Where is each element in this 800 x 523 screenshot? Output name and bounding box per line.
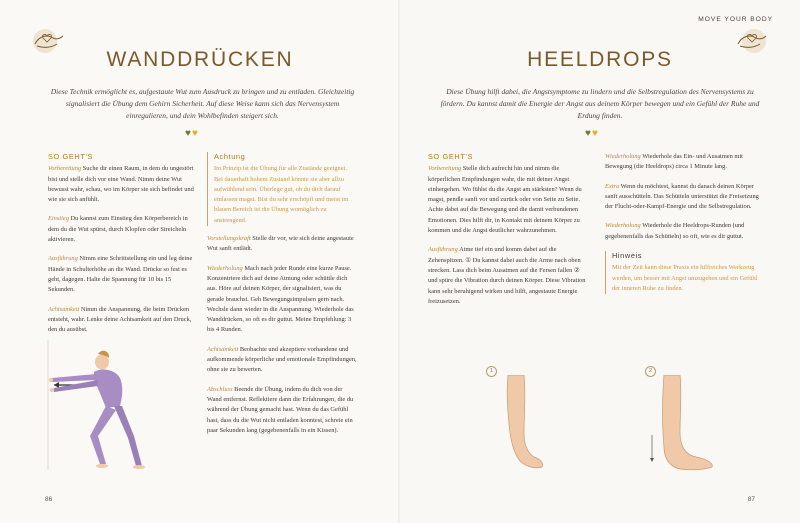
foot-heel-drop-illustration (640, 375, 720, 475)
rating-hearts (585, 128, 599, 139)
step-text: Suche dir einen Raum, in dem du ungestört bist und stelle dich vor eine Wand. Nimm deine Wut bewusst wahr, schau, wo im Körper sie sich befindet und wie sie sich anfühlt. (48, 165, 194, 204)
step-paragraph (48, 164, 198, 205)
warning-heading: Achtung (214, 152, 246, 161)
step-text: Atme tief ein und komm dabei auf die Zehenspitzen. ① Du kannst dabei auch die Arme nach oben strecken. Lass dich beim Ausatmen auf die Fersen fallen ② und spüre die Vibration durch deinen Körper. Diese Vibration kann sehr beruhigend wirken und hilft, angestaute Energie freizusetzen. (428, 246, 586, 305)
instructions-column-2 (605, 152, 765, 294)
heart-green-icon: ♥ (185, 128, 192, 139)
step-paragraph (207, 234, 357, 255)
step-label: Vorbereitung (428, 165, 462, 173)
step-label: Wiederholung (605, 222, 641, 230)
step-paragraph (428, 164, 588, 236)
hint-heading: Hinweis (612, 251, 643, 261)
figure-label-2: 2 (645, 366, 656, 377)
intro-text: Diese Übung hilft dabei, die Angstsymptome zu lindern und die Selbstregulation des Nervensystems zu fördern. Du kannst damit die Energie der Angst aus deinem Körper bewegen und ein Gefühl der Ruhe und Erdung finden. (440, 87, 760, 120)
step-paragraph (207, 385, 357, 436)
wall-push-illustration (40, 340, 150, 475)
step-paragraph (428, 245, 588, 307)
step-paragraph (605, 152, 765, 173)
step-label: Wiederholung (207, 264, 243, 272)
step-label: Einstieg (48, 215, 69, 223)
step-label: Wiederholung (605, 153, 641, 160)
heart-green-icon: ♥ (585, 128, 592, 139)
section-heading: SO GEHT'S (48, 152, 94, 161)
step-paragraph (48, 305, 198, 336)
step-text: Beobachte und akzeptiere vorhandene und aufkommende körperliche und emotionale Empfindungen, ohne sie zu bewerten. (207, 345, 357, 374)
step-text: Wiederhole die Heeldrops-Runden (und gegebenenfalls das Schütteln) so oft, wie es dir guttut. (605, 222, 745, 240)
figure-label-1: 1 (486, 366, 497, 377)
step-text: Beende die Übung, indem du dich von der Wand entfernst. Reflektiere dann die Erfahrungen, die du während der Übung gemacht hast. Wenn du das Gefühl hast, dass du die Wut nicht entladen konntest, schreie ein paar Sekunden lang (gegebenenfalls in ein Kissen). (207, 385, 354, 434)
step-text: Nimm eine Schrittstellung ein und leg deine Hände in Schulterhöhe an die Wand. Drücke so fest es geht, dagegen. Halte die Spannung für 10 bis 15 Sekunden. (48, 255, 193, 294)
step-label: Ausführung (48, 255, 78, 263)
step-label: Vorstellungskraft (207, 235, 251, 243)
step-label: Ausführung (428, 246, 458, 254)
page-title: HEELDROPS (527, 48, 673, 71)
page-number: 86 (45, 496, 53, 503)
step-label: Extra (605, 182, 620, 190)
step-text: Wenn du möchtest, kannst du danach deinen Körper sanft ausschütteln. Das Schütteln unterstützt die Freisetzung der Flucht-oder-Kampf-Energie und die Selbstregulation. (605, 182, 759, 211)
step-paragraph (605, 182, 765, 213)
heart-yellow-icon: ♥ (591, 128, 599, 139)
step-paragraph (605, 221, 765, 242)
step-text: Mach nach jeder Runde eine kurze Pause. Konzentriere dich auf deine Atmung oder schüttle dich aus. Höre auf deinen Körper, der signalisiert, was du gerade brauchst. Geh Bewegungsimpulsen gern nach. Wechsle dann wieder in die Anspannung. Wiederhole das Wanddrücken, so oft es dir guttut. Meine Empfehlung: 3 bis 4 Runden. (207, 264, 354, 334)
instructions-column-1 (48, 152, 198, 344)
warning-text: Im Prinzip ist die Übung für alle Zustände geeignet. Bei dauerhaft hohem Zustand könnte sie aber allzu aufwühlend sein. Überlege gut, ob du dich darauf einlassen magst. Bist du sehr erschöpft und meist im blauen Bereich ist die Übung womöglich zu anstrengend. (214, 165, 349, 224)
foot-tiptoe-illustration (490, 375, 550, 475)
running-head: MOVE YOUR BODY (698, 16, 773, 23)
step-paragraph (48, 214, 198, 245)
heart-yellow-icon: ♥ (191, 128, 199, 139)
step-text: Stelle dir vor, wie sich deine angestaute Wut sanft entlädt. (207, 235, 354, 253)
section-heading: SO GEHT'S (428, 152, 474, 161)
right-page (400, 0, 800, 523)
hint-box (605, 251, 765, 294)
step-label: Abschluss (207, 385, 233, 393)
warning-box (207, 152, 357, 226)
rating-hearts (185, 128, 199, 139)
page-number: 87 (747, 496, 755, 503)
step-label: Achtsamkeit (48, 305, 80, 313)
step-text: Nimm die Anspannung, die beim Drücken entsteht, wahr. Lenke deine Achtsamkeit auf den Druck, den du ausübst. (48, 305, 192, 334)
step-paragraph (207, 345, 357, 376)
instructions-column-1 (428, 152, 588, 316)
step-text: Stelle dich aufrecht hin und nimm die körperlichen Empfindungen wahr, die mit deiner Angst einhergehen. Wo fühlst du die Angst am stärksten? Wenn du magst, pendle sanft vor und zurück oder von Seite zu Seite. Achte dabei auf die Bewegung und die damit verbundenen Emotionen. Dies hilft dir, in Kontakt mit deinem Körper zu kommen und die Angst deutlicher wahrzunehmen. (428, 165, 582, 235)
step-text: Du kannst zum Einstieg den Körperbereich in dem du die Wut spürst, durch Klopfen oder Streicheln aktivieren. (48, 215, 188, 244)
step-label: Achtsamkeit (207, 345, 239, 353)
step-paragraph (207, 264, 357, 336)
instructions-column-2 (207, 152, 357, 445)
hint-text: Mit der Zeit kann diese Praxis ein hilfreiches Werkzeug werden, um besser mit Angst umzugehen und ein Gefühl der inneren Ruhe zu finden. (612, 264, 758, 292)
intro-text: Diese Technik ermöglicht es, aufgestaute Wut zum Ausdruck zu bringen und zu entladen. Gleichzeitig signalisiert die Übung dem Gehirn Sicherheit. Auf diese Weise kann sich das Nervensystem einregulieren, und dein Wohlbefinden steigert sich. (50, 87, 355, 120)
step-label: Vorbereitung (48, 165, 82, 173)
step-text: Wiederhole das Ein- und Ausatmen mit Bewegung (die Heeldrops) circa 1 Minute lang. (605, 153, 743, 171)
page-title: WANDDRÜCKEN (106, 48, 294, 71)
step-paragraph (48, 254, 198, 295)
